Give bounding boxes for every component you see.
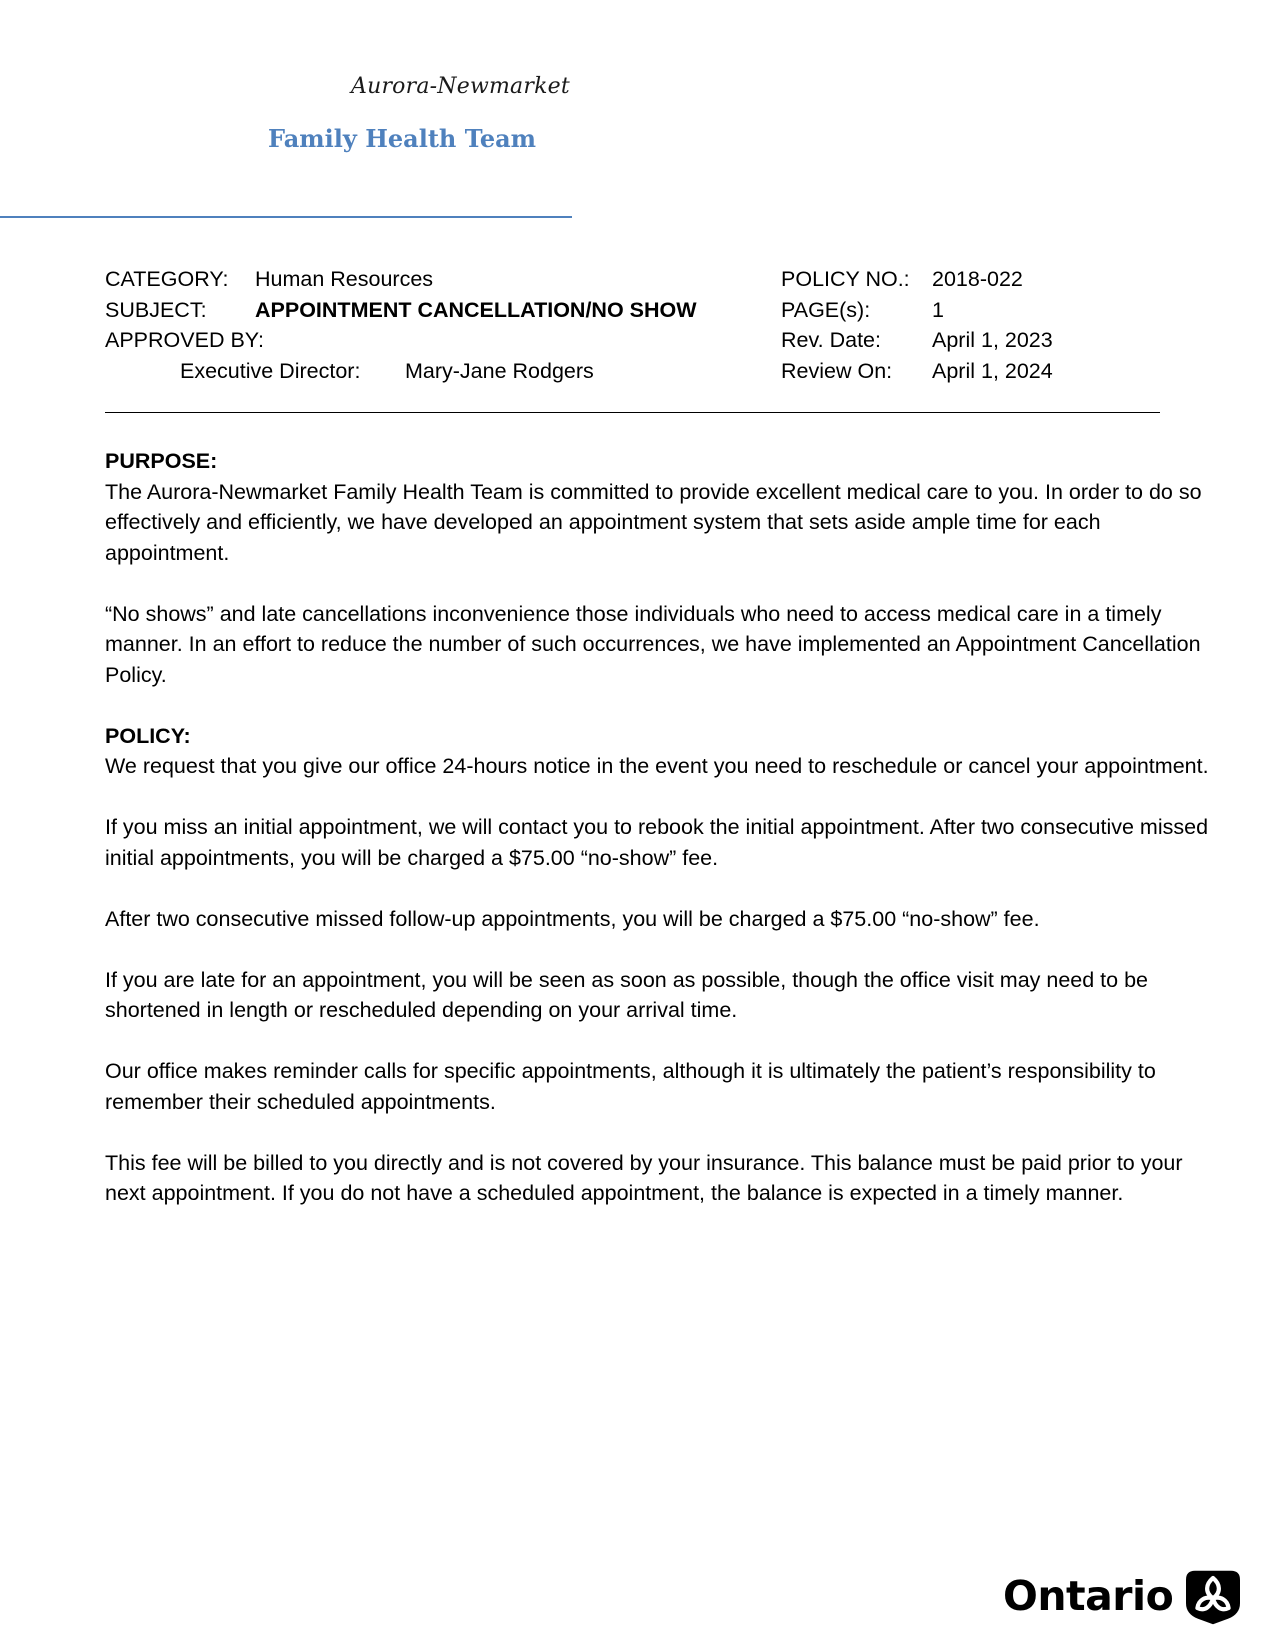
policy-paragraph-4: If you are late for an appointment, you will be seen as soon as possible, though the office visit may need to be shortened in length or rescheduled depending on your arrival time. xyxy=(105,967,1148,1022)
pages-value: 1 xyxy=(932,297,944,322)
policy-no-value: 2018-022 xyxy=(932,267,1023,291)
pages-label: PAGE(s): xyxy=(781,297,871,322)
rev-date-value: April 1, 2023 xyxy=(932,328,1053,352)
review-on-label: Review On: xyxy=(781,358,893,383)
review-on-value: April 1, 2024 xyxy=(932,358,1053,383)
meta-row-approved xyxy=(105,325,1160,356)
subject-value: APPOINTMENT CANCELLATION/NO SHOW xyxy=(255,297,697,322)
approved-by-label: APPROVED BY: xyxy=(105,328,264,352)
meta-row-subject xyxy=(105,295,1160,326)
ontario-trillium-icon xyxy=(1183,1566,1243,1626)
meta-row-executive xyxy=(105,356,1160,387)
policy-no-label: POLICY NO.: xyxy=(781,267,910,291)
executive-director-value: Mary-Jane Rodgers xyxy=(405,358,594,383)
policy-paragraph-6: This fee will be billed to you directly and is not covered by your insurance. This balance must be paid prior to your next appointment. If you do not have a scheduled appointment, the balance is expected in a timely manner. xyxy=(105,1150,1183,1205)
category-value: Human Resources xyxy=(255,267,434,291)
policy-metadata xyxy=(105,264,1160,386)
org-name-line2: Family Health Team xyxy=(268,124,537,153)
policy-paragraph-2: If you miss an initial appointment, we will contact you to rebook the initial appointment. After two consecutive missed initial appointments, you will be charged a $75.00 “no-show” fee. xyxy=(105,815,1209,870)
executive-director-label: Executive Director: xyxy=(180,358,361,383)
metadata-divider xyxy=(105,412,1160,413)
purpose-paragraph-1: The Aurora-Newmarket Family Health Team is committed to provide excellent medical care to you. In order to do so effectively and efficiently, we have developed an appointment system that sets aside ample time for each appointment. xyxy=(105,479,1202,565)
subject-label: SUBJECT: xyxy=(105,297,207,322)
category-label: CATEGORY: xyxy=(105,267,229,291)
purpose-heading: PURPOSE: xyxy=(105,449,218,473)
purpose-paragraph-2: “No shows” and late cancellations inconvenience those individuals who need to access medical care in a timely manner. In an effort to reduce the number of such occurrences, we have implemented an Appointment Cancellation Policy. xyxy=(105,601,1201,687)
ontario-logo xyxy=(1003,1565,1243,1627)
policy-paragraph-5: Our office makes reminder calls for specific appointments, although it is ultimately the patient’s responsibility to remember their scheduled appointments. xyxy=(105,1059,1156,1114)
meta-row-category xyxy=(105,264,1160,295)
policy-body xyxy=(105,446,1215,1239)
ontario-wordmark: Ontario xyxy=(1003,1572,1174,1620)
header-divider xyxy=(0,216,572,218)
org-name-line1: Aurora-Newmarket xyxy=(351,74,570,99)
policy-heading: POLICY: xyxy=(105,723,191,748)
policy-paragraph-1: We request that you give our office 24-hours notice in the event you need to reschedule or cancel your appointment. xyxy=(105,754,1209,778)
policy-paragraph-3: After two consecutive missed follow-up appointments, you will be charged a $75.00 “no-show” fee. xyxy=(105,906,1040,931)
rev-date-label: Rev. Date: xyxy=(781,328,881,352)
